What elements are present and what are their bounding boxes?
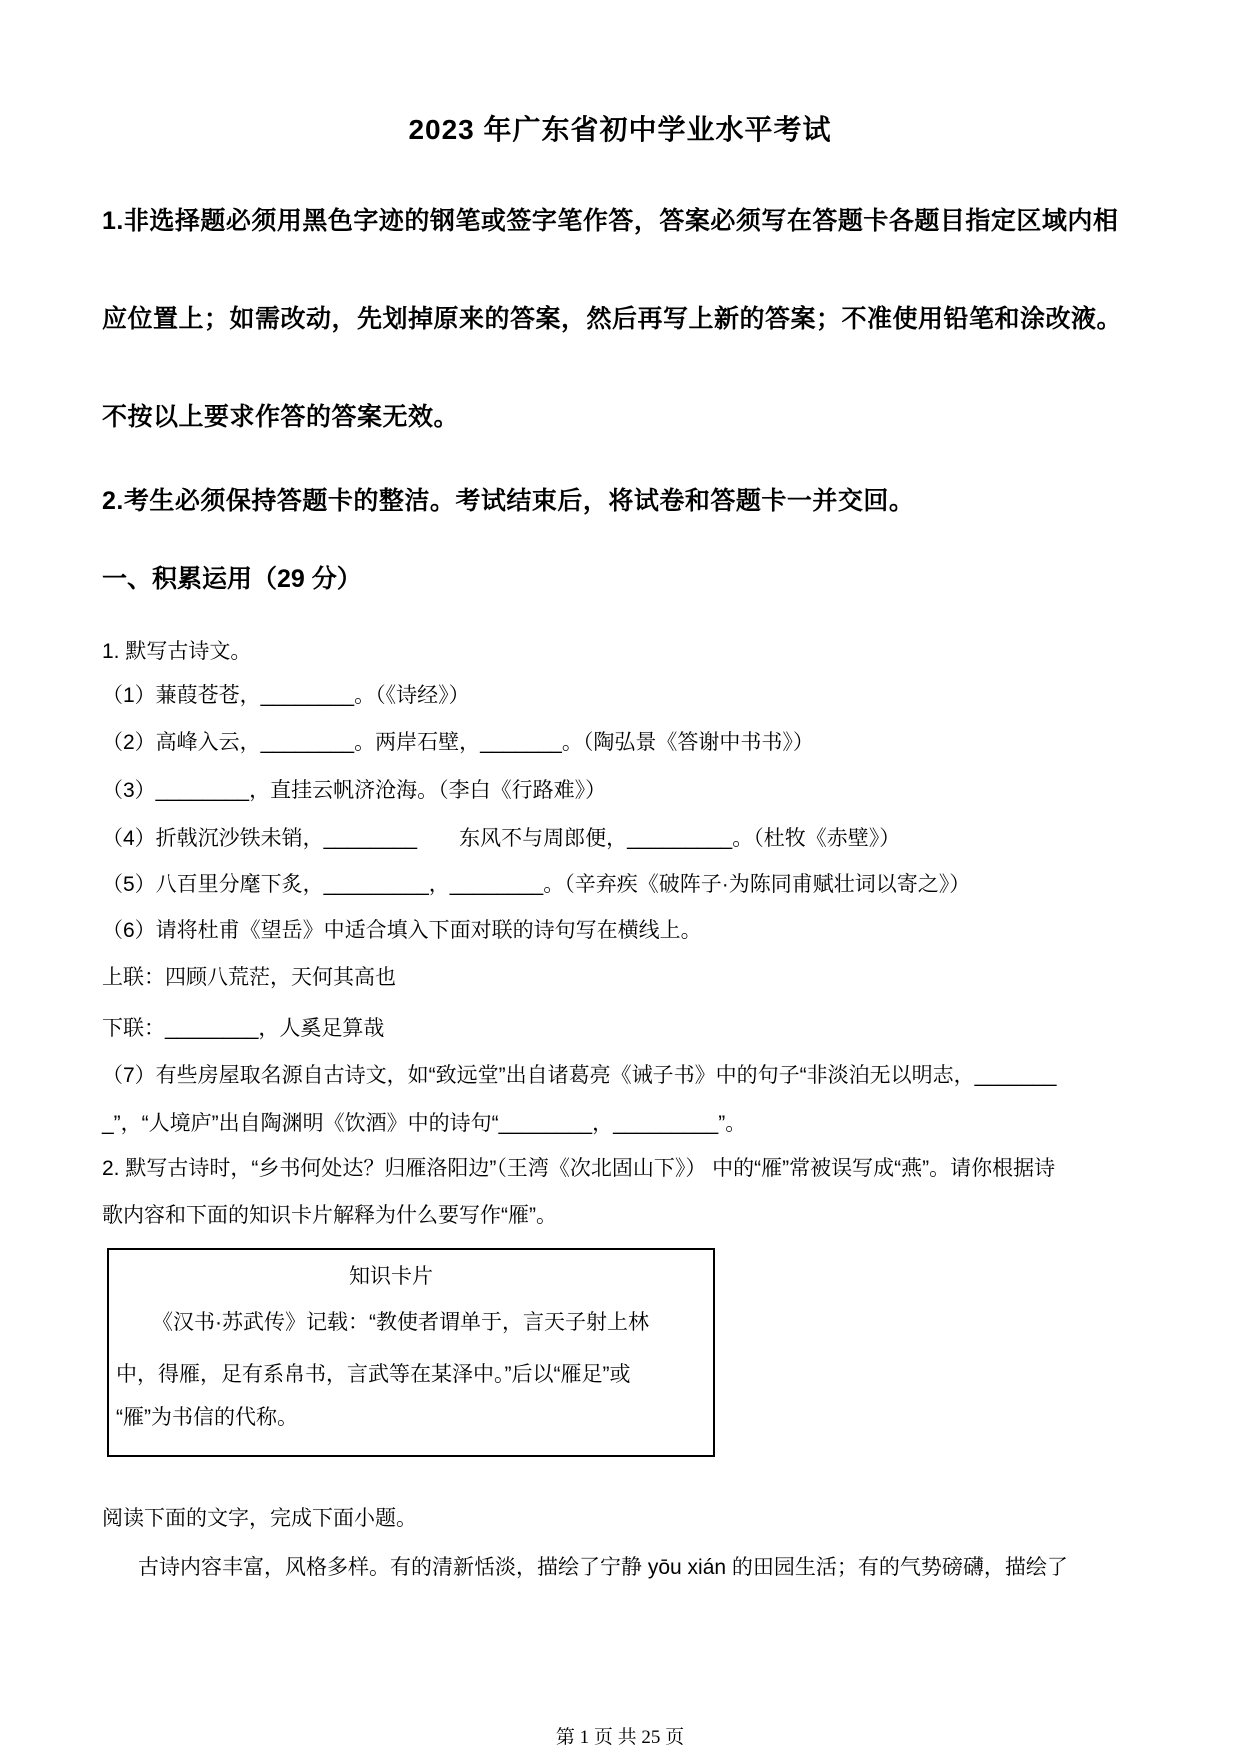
- couplet-lower: 下联：________，人奚足算哉: [102, 1017, 385, 1040]
- q2-line-1: 2. 默写古诗时，“乡书何处达？归雁洛阳边”（王湾《次北固山下》） 中的“雁”常被误写成“燕”。请你根据诗: [102, 1157, 1056, 1180]
- couplet-upper: 上联：四顾八荒茫，天何其高也: [102, 966, 396, 989]
- q1-item-4: （4）折戟沉沙铁未销，________ 东风不与周郎便，_________。（杜牧《赤壁》）: [102, 827, 901, 850]
- knowledge-card-line-1: 《汉书·苏武传》记载：“教使者谓单于，言天子射上林: [152, 1311, 649, 1334]
- q2-line-2: 歌内容和下面的知识卡片解释为什么要写作“雁”。: [102, 1204, 557, 1227]
- knowledge-card-title: 知识卡片: [349, 1265, 433, 1288]
- q1-intro: 1. 默写古诗文。: [102, 640, 252, 663]
- q1-item-5: （5）八百里分麾下炙，_________，________。（辛弃疾《破阵子·为陈同甫赋壮词以寄之》）: [102, 873, 971, 896]
- q1-item-2: （2）高峰入云，________。两岸石壁，_______。（陶弘景《答谢中书书》）: [102, 731, 814, 754]
- knowledge-card: [107, 1248, 715, 1457]
- page-title: 2023 年广东省初中学业水平考试: [408, 114, 832, 145]
- notice-1-line-2: 应位置上；如需改动，先划掉原来的答案，然后再写上新的答案；不准使用铅笔和涂改液。: [102, 305, 1123, 333]
- knowledge-card-line-2: 中，得雁，足有系帛书，言武等在某泽中。”后以“雁足”或: [116, 1363, 631, 1386]
- q1-item-1: （1）蒹葭苍苍，________。（《诗经》）: [102, 684, 470, 707]
- q1-item-3: （3）________，直挂云帆济沧海。（李白《行路难》）: [102, 779, 607, 802]
- knowledge-card-line-3: “雁”为书信的代称。: [116, 1406, 298, 1429]
- q1-item-7-line-1: （7）有些房屋取名源自古诗文，如“致远堂”出自诸葛亮《诫子书》中的句子“非淡泊无以明志，_______: [102, 1064, 1057, 1087]
- q1-item-6: （6）请将杜甫《望岳》中适合填入下面对联的诗句写在横线上。: [102, 919, 702, 942]
- reading-intro: 阅读下面的文字，完成下面小题。: [102, 1507, 417, 1530]
- reading-paragraph-line-1: 古诗内容丰富，风格多样。有的清新恬淡，描绘了宁静 yōu xián 的田园生活；有的气势磅礴，描绘了: [138, 1556, 1068, 1579]
- notice-2-line-1: 2.考生必须保持答题卡的整洁。考试结束后，将试卷和答题卡一并交回。: [102, 487, 915, 515]
- notice-1-line-1: 1.非选择题必须用黑色字迹的钢笔或签字笔作答，答案必须写在答题卡各题目指定区域内相: [102, 207, 1119, 235]
- notice-1-line-3: 不按以上要求作答的答案无效。: [102, 403, 460, 431]
- page-footer: 第 1 页 共 25 页: [555, 1727, 685, 1748]
- q1-item-7-line-2: _”，“人境庐”出自陶渊明《饮酒》中的诗句“________，_________”。: [102, 1112, 747, 1135]
- section-heading: 一、积累运用（29 分）: [102, 565, 362, 593]
